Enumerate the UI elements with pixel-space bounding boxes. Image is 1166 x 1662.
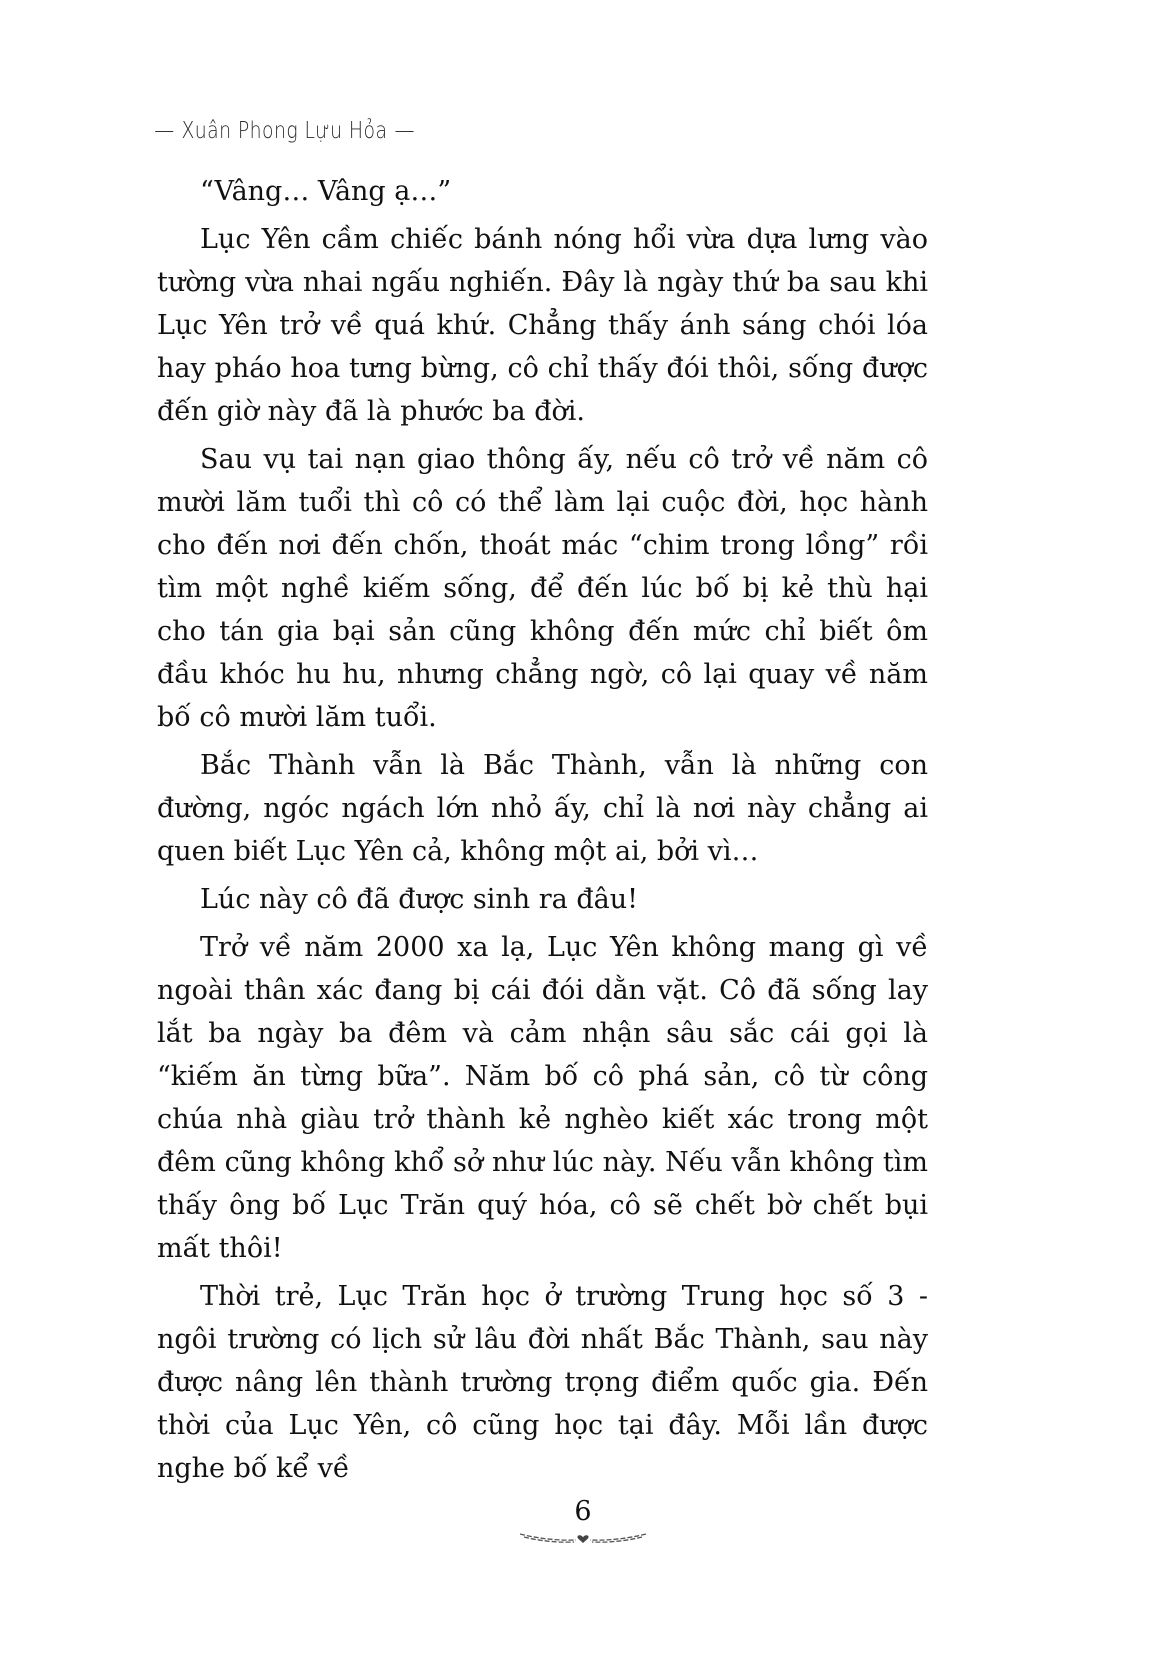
paragraph-5: Lúc này cô đã được sinh ra đâu! bbox=[200, 884, 638, 915]
header-dash-right bbox=[396, 131, 414, 132]
header-dash-left bbox=[155, 131, 173, 132]
page-footer bbox=[0, 1496, 1166, 1545]
body-text bbox=[157, 170, 928, 1495]
paragraph-6: Trở về năm 2000 xa lạ, Lục Yên không mang gì về ngoài thân xác đang bị cái đói dằn vặt. Cô đã sống lay lắt ba ngày ba đêm và cảm nhận sâu sắc cái gọi là “kiếm ăn từng bữa”. Năm bố cô phá sản, cô từ công chúa nhà giàu trở thành kẻ nghèo kiết xác trong một đêm cũng không khổ sở như lúc này. Nếu vẫn không tìm thấy ông bố Lục Trăn quý hóa, cô sẽ chết bờ chết bụi mất thôi! bbox=[157, 932, 928, 1264]
running-header bbox=[147, 118, 422, 144]
paragraph-4: Bắc Thành vẫn là Bắc Thành, vẫn là những con đường, ngóc ngách lớn nhỏ ấy, chỉ là nơi này chẳng ai quen biết Lục Yên cả, không một ai, bởi vì… bbox=[157, 750, 928, 867]
paragraph-7: Thời trẻ, Lục Trăn học ở trường Trung học số 3 - ngôi trường có lịch sử lâu đời nhất Bắc Thành, sau này được nâng lên thành trường trọng điểm quốc gia. Đến thời của Lục Yên, cô cũng học tại đây. Mỗi lần được nghe bố kể về bbox=[157, 1281, 928, 1484]
page-number: 6 bbox=[574, 1496, 592, 1527]
heart-dashed-swash-icon bbox=[518, 1531, 648, 1545]
paragraph-2: Lục Yên cầm chiếc bánh nóng hổi vừa dựa lưng vào tường vừa nhai ngấu nghiến. Đây là ngày thứ ba sau khi Lục Yên trở về quá khứ. Chẳng thấy ánh sáng chói lóa hay pháo hoa tưng bừng, cô chỉ thấy đói thôi, sống được đến giờ này đã là phước ba đời. bbox=[157, 224, 928, 427]
paragraph-1: “Vâng… Vâng ạ…” bbox=[200, 176, 452, 207]
paragraph-3: Sau vụ tai nạn giao thông ấy, nếu cô trở về năm cô mười lăm tuổi thì cô có thể làm lại cuộc đời, học hành cho đến nơi đến chốn, thoát mác “chim trong lồng” rồi tìm một nghề kiếm sống, để đến lúc bố bị kẻ thù hại cho tán gia bại sản cũng không đến mức chỉ biết ôm đầu khóc hu hu, nhưng chẳng ngờ, cô lại quay về năm bố cô mười lăm tuổi. bbox=[157, 444, 928, 733]
running-title: Xuân Phong Lựu Hỏa bbox=[181, 118, 388, 144]
